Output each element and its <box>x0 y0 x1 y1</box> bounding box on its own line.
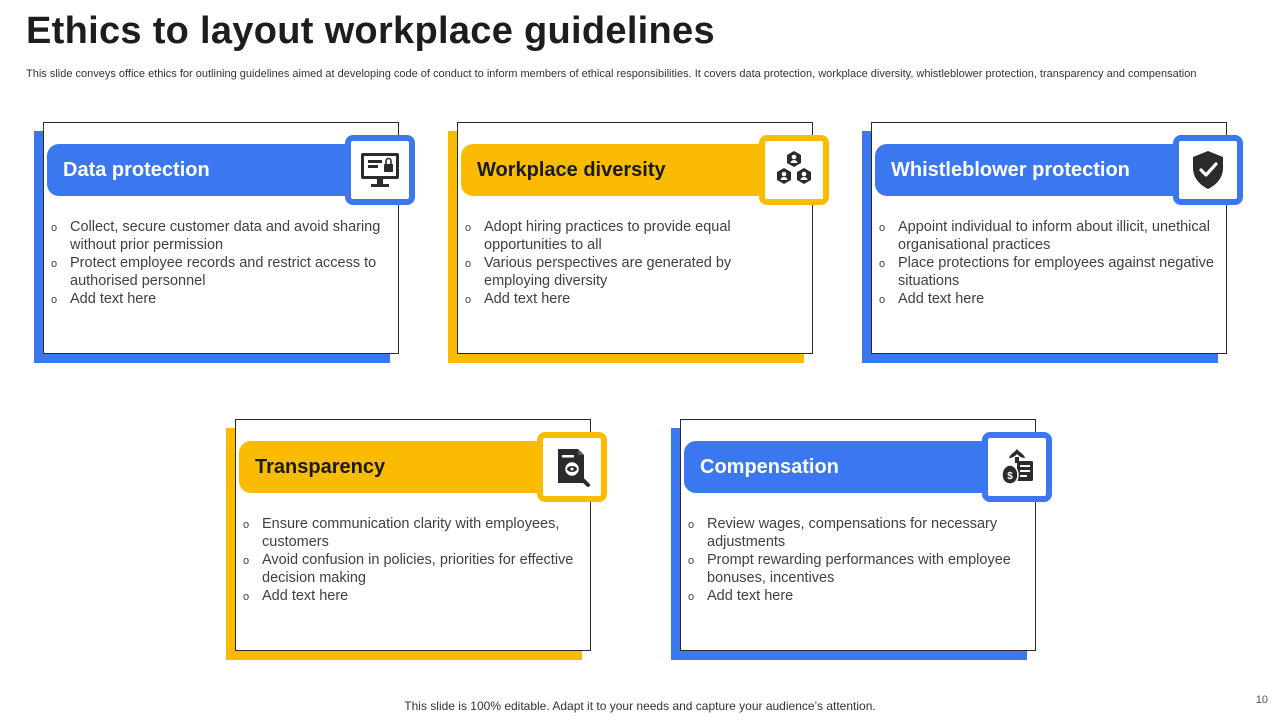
slide-footer: This slide is 100% editable. Adapt it to your needs and capture your audience’s attention. <box>404 699 876 713</box>
card-data-protection <box>43 122 399 354</box>
page-number: 10 <box>1255 694 1268 706</box>
slide-title: Ethics to layout workplace guidelines <box>26 10 715 52</box>
document-search-icon <box>537 432 607 502</box>
list-item: o Various perspectives are generated by employing diversity <box>465 255 732 289</box>
list-item: o Add text here <box>465 291 571 307</box>
bullet-list <box>51 218 387 308</box>
list-item: o Add text here <box>688 588 794 604</box>
card-heading: Compensation <box>684 441 984 493</box>
list-item: o Protect employee records and restrict access to authorised personnel <box>51 255 377 289</box>
card-heading: Whistleblower protection <box>875 144 1175 196</box>
money-bag-icon <box>982 432 1052 502</box>
list-item: o Add text here <box>243 588 349 604</box>
bullet-list <box>243 515 579 605</box>
card-heading: Transparency <box>239 441 539 493</box>
monitor-lock-icon <box>345 135 415 205</box>
list-item: o Avoid confusion in policies, priorities for effective decision making <box>243 552 574 586</box>
bullet-list <box>879 218 1215 308</box>
shield-check-icon <box>1173 135 1243 205</box>
bullet-list <box>688 515 1024 605</box>
diversity-people-icon <box>759 135 829 205</box>
card-heading: Workplace diversity <box>461 144 761 196</box>
list-item: o Prompt rewarding performances with employee bonuses, incentives <box>688 552 1011 586</box>
card-transparency <box>235 419 591 651</box>
card-compensation <box>680 419 1036 651</box>
list-item: o Review wages, compensations for necessary adjustments <box>688 516 998 550</box>
card-workplace-diversity <box>457 122 813 354</box>
slide-subtitle: This slide conveys office ethics for outlining guidelines aimed at developing code of conduct to inform members of ethical responsibilities. It covers data protection, workplace diversity, whistleblower protection, transparency and compensation <box>26 68 1197 80</box>
list-item: o Appoint individual to inform about illicit, unethical organisational practices <box>879 219 1210 253</box>
list-item: o Place protections for employees against negative situations <box>879 255 1214 289</box>
list-item: o Add text here <box>51 291 157 307</box>
list-item: o Add text here <box>879 291 985 307</box>
svg-text:$: $ <box>1007 471 1013 482</box>
list-item: o Ensure communication clarity with employees, customers <box>243 516 560 550</box>
bullet-list <box>465 218 801 308</box>
card-heading: Data protection <box>47 144 347 196</box>
list-item: o Adopt hiring practices to provide equal opportunities to all <box>465 219 731 253</box>
list-item: o Collect, secure customer data and avoid sharing without prior permission <box>51 219 381 253</box>
card-whistleblower-protection <box>871 122 1227 354</box>
